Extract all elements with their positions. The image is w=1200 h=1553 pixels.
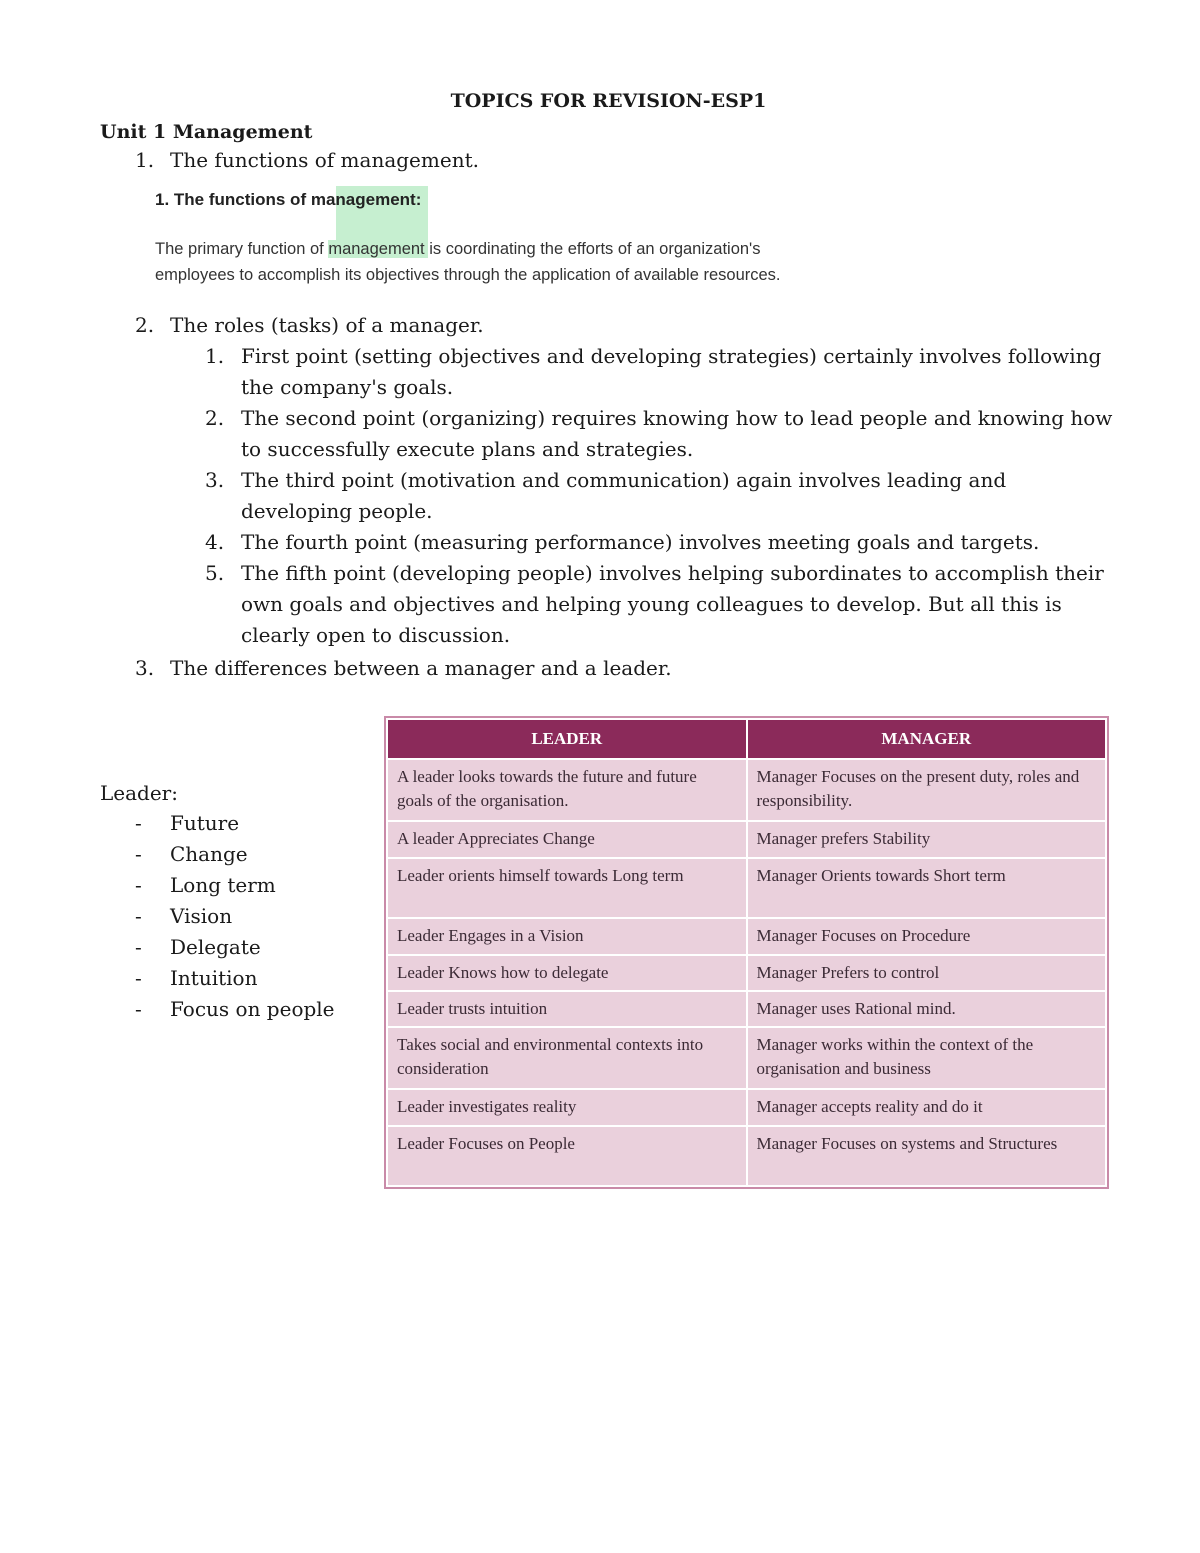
dash-bullet: - [135,966,142,990]
dash-bullet: - [135,811,142,835]
table-cell: Leader investigates reality [387,1089,747,1126]
roles-list [205,341,1115,651]
topic-number: 1. [135,148,155,172]
table-row [387,955,1106,991]
list-text: Vision [170,904,233,928]
excerpt-heading [155,190,421,210]
dash-bullet: - [135,842,142,866]
table-row [387,858,1106,918]
table-row [387,1126,1106,1186]
unit-heading: Unit 1 Management [100,121,313,143]
column-header-manager: MANAGER [747,719,1107,759]
table-cell: Manager uses Rational mind. [747,991,1107,1027]
excerpt-heading-highlight: management [310,190,416,209]
list-number: 1. [205,344,225,368]
dash-bullet: - [135,873,142,897]
excerpt-text: is coordinating the efforts of an organization's [424,240,761,258]
table-cell: Leader trusts intuition [387,991,747,1027]
table-row [387,1027,1106,1089]
list-item [135,932,335,963]
list-item [205,558,1115,651]
list-item [205,527,1115,558]
leader-traits-list [135,808,335,1025]
leader-manager-table [386,718,1107,1187]
dash-bullet: - [135,904,142,928]
table-header-row [387,719,1106,759]
table-cell: Manager Orients towards Short term [747,858,1107,918]
list-text: The fifth point (developing people) involves helping subordinates to accomplish their own goals and objectives and helping young colleagues to develop. But all this is clearly open to discussion. [241,561,1104,647]
topic-text: The roles (tasks) of a manager. [170,313,484,337]
list-number: 2. [205,406,225,430]
table-row [387,991,1106,1027]
list-text: Long term [170,873,276,897]
table-row [387,821,1106,858]
table-row [387,1089,1106,1126]
list-text: Delegate [170,935,261,959]
list-text: Intuition [170,966,258,990]
excerpt-text: The primary function of [155,240,329,258]
table-cell: Manager Focuses on the present duty, roles and responsibility. [747,759,1107,821]
topic-number: 3. [135,656,155,680]
table-cell: Leader Focuses on People [387,1126,747,1186]
list-item [135,839,335,870]
table-cell: Manager accepts reality and do it [747,1089,1107,1126]
list-number: 3. [205,468,225,492]
dash-bullet: - [135,997,142,1021]
table-cell: Manager Focuses on Procedure [747,918,1107,955]
list-number: 4. [205,530,225,554]
table-cell: Leader orients himself towards Long term [387,858,747,918]
excerpt-line: employees to accomplish its objectives through the application of available resources. [155,266,781,284]
excerpt-highlight: management [328,240,425,258]
table-cell: A leader looks towards the future and future goals of the organisation. [387,759,747,821]
column-header-leader: LEADER [387,719,747,759]
topic-item [135,653,1135,684]
list-text: The fourth point (measuring performance) involves meeting goals and targets. [241,530,1040,554]
table-cell: Leader Engages in a Vision [387,918,747,955]
list-item [135,901,335,932]
list-text: Future [170,811,240,835]
table-cell: Takes social and environmental contexts into consideration [387,1027,747,1089]
list-number: 5. [205,561,225,585]
table-cell: Manager Focuses on systems and Structures [747,1126,1107,1186]
table-row [387,759,1106,821]
leader-label: Leader: [100,781,178,805]
list-item [135,963,335,994]
document-title: TOPICS FOR REVISION-ESP1 [450,90,767,112]
list-item [135,994,335,1025]
list-text: First point (setting objectives and developing strategies) certainly involves following the company's goals. [241,344,1102,399]
list-item [205,465,1115,527]
topic-number: 2. [135,313,155,337]
topic-item [135,310,1135,341]
excerpt-heading-prefix: 1. The functions of [155,190,311,209]
excerpt-paragraph [155,236,781,288]
excerpt-line [155,236,781,262]
list-item [135,808,335,839]
list-text: The third point (motivation and communication) again involves leading and developing people. [241,468,1007,523]
table-cell: A leader Appreciates Change [387,821,747,858]
list-item [135,870,335,901]
excerpt-heading-suffix: : [415,190,422,209]
table-row [387,918,1106,955]
table-cell: Manager works within the context of the organisation and business [747,1027,1107,1089]
topic-item [135,145,1135,176]
table-cell: Manager Prefers to control [747,955,1107,991]
list-text: Change [170,842,248,866]
table-cell: Manager prefers Stability [747,821,1107,858]
list-item [205,403,1115,465]
list-text: Focus on people [170,997,335,1021]
list-text: The second point (organizing) requires knowing how to lead people and knowing how to successfully execute plans and strategies. [241,406,1113,461]
topic-text: The functions of management. [170,148,479,172]
dash-bullet: - [135,935,142,959]
topic-text: The differences between a manager and a leader. [170,656,672,680]
table-cell: Leader Knows how to delegate [387,955,747,991]
list-item [205,341,1115,403]
